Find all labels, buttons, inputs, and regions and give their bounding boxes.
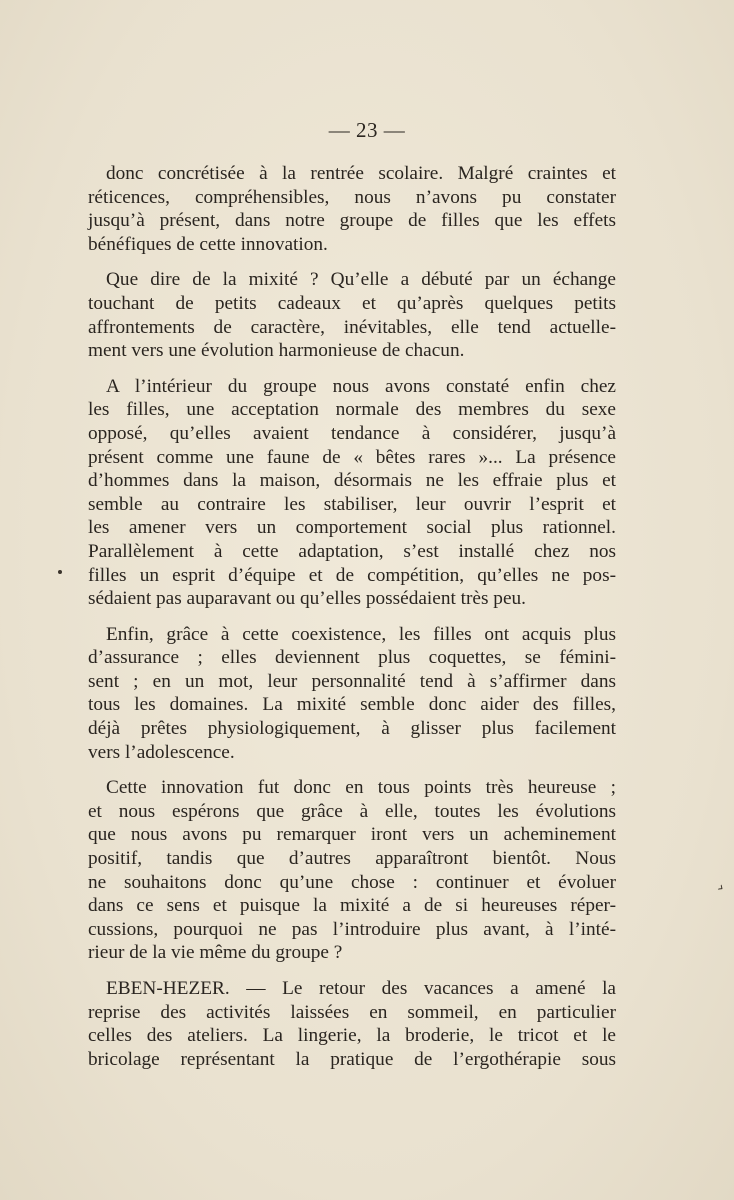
text-line: Cette innovation fut donc en tous points très heureuse ; — [106, 777, 616, 799]
text-line: bénéfiques de cette innovation. — [88, 233, 328, 255]
text-line: vers l’adolescence. — [88, 741, 235, 763]
text-line: bricolage représentant la pratique de l’ergothérapie sous — [88, 1048, 616, 1070]
paragraph — [88, 268, 616, 362]
text-line: reprise des activités laissées en sommeil, en particulier — [88, 1001, 616, 1023]
text-line: les filles, une acceptation normale des membres du sexe — [88, 399, 616, 421]
body-text — [88, 162, 616, 1083]
text-line: réticences, compréhensibles, nous n’avons pu constater — [88, 186, 616, 208]
text-line: Enfin, grâce à cette coexistence, les filles ont acquis plus — [106, 623, 616, 645]
text-line: positif, tandis que d’autres apparaîtront bientôt. Nous — [88, 848, 616, 870]
text-line: Parallèlement à cette adaptation, s’est installé chez nos — [88, 540, 616, 562]
text-line: filles un esprit d’équipe et de compétition, qu’elles ne pos- — [88, 564, 616, 586]
text-line: donc concrétisée à la rentrée scolaire. Malgré craintes et — [106, 163, 616, 184]
text-line: d’hommes dans la maison, désormais ne les effraie plus et — [88, 470, 616, 492]
text-line: touchant de petits cadeaux et qu’après quelques petits — [88, 292, 616, 314]
text-line: et nous espérons que grâce à elle, toutes les évolutions — [88, 800, 616, 822]
text-line: présent comme une faune de « bêtes rares »... La présence — [88, 446, 616, 468]
text-line: opposé, qu’elles avaient tendance à considérer, jusqu’à — [88, 422, 616, 444]
paragraph — [88, 375, 616, 611]
text-line: que nous avons pu remarquer iront vers un acheminement — [88, 824, 616, 846]
paragraph — [88, 776, 616, 965]
text-line: jusqu’à présent, dans notre groupe de filles que les effets — [88, 210, 616, 232]
text-line: affrontements de caractère, inévitables, elle tend actuelle- — [88, 316, 616, 338]
text-line: sédaient pas auparavant ou qu’elles possédaient très peu. — [88, 588, 526, 610]
edge-mark: › — [713, 879, 728, 897]
text-line: Que dire de la mixité ? Qu’elle a débuté par un échange — [106, 269, 616, 291]
text-line: ment vers une évolution harmonieuse de chacun. — [88, 340, 465, 362]
paragraph — [88, 977, 616, 1071]
text-line: semble au contraire les stabiliser, leur ouvrir l’esprit et — [88, 493, 616, 515]
text-line: ne souhaitons donc qu’une chose : continuer et évoluer — [88, 871, 616, 893]
page-number: — 23 — — [328, 118, 406, 142]
text-line: les amener vers un comportement social plus rationnel. — [88, 517, 616, 539]
paragraph — [88, 162, 616, 256]
margin-dot — [58, 570, 62, 574]
text-line: d’assurance ; elles deviennent plus coquettes, se fémini- — [88, 647, 616, 669]
text-line: rieur de la vie même du groupe ? — [88, 942, 343, 964]
text-line: cussions, pourquoi ne pas l’introduire plus avant, à l’inté- — [88, 918, 616, 940]
text-line: déjà prêtes physiologiquement, à glisser plus facilement — [88, 718, 616, 740]
text-line: A l’intérieur du groupe nous avons constaté enfin chez — [106, 375, 616, 397]
paragraph — [88, 623, 616, 765]
text-line: EBEN-HEZER. — Le retour des vacances a amené la — [106, 978, 616, 999]
text-line: tous les domaines. La mixité semble donc aider des filles, — [88, 694, 616, 716]
text-line: dans ce sens et puisque la mixité a de si heureuses réper- — [88, 895, 616, 917]
text-line: sent ; en un mot, leur personnalité tend à s’affirmer dans — [88, 670, 616, 692]
text-line: celles des ateliers. La lingerie, la broderie, le tricot et le — [88, 1025, 616, 1047]
